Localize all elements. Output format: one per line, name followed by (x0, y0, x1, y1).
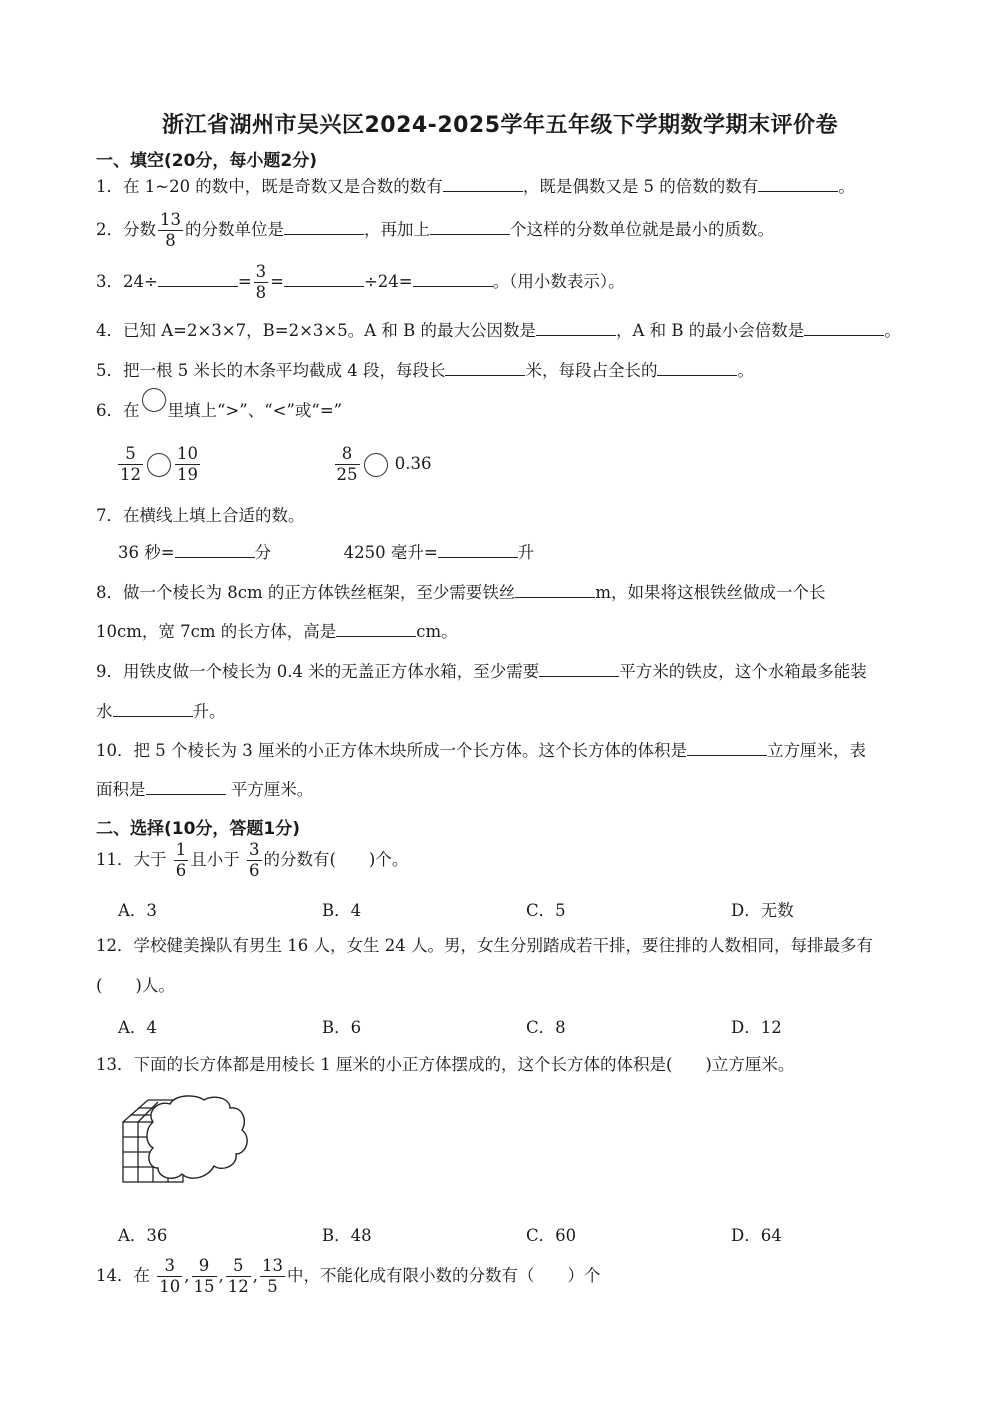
question-10: 10．把 5 个棱长为 3 厘米的小正方体木块所成一个长方体。这个长方体的体积是 立方厘米，表 (96, 741, 866, 760)
question-14: 14．在 $\frac{3}{10}$ , $\frac{9}{15}$ , $\frac{5}{12}$ , $\frac{13}{5}$ 中，不能化成有限小数的分数有（ ）个 (96, 1256, 601, 1296)
answer-blank[interactable] (687, 741, 767, 756)
question-7-items: 36 秒= 分 4250 毫升= 升 (118, 543, 535, 562)
question-12-cont: ( )人。 (96, 976, 175, 995)
option-c[interactable]: C．60 (526, 1226, 577, 1245)
option-b[interactable]: B．4 (322, 901, 362, 920)
option-a[interactable]: A．3 (118, 901, 157, 920)
option-d[interactable]: D．64 (731, 1226, 782, 1245)
fraction: $\frac{1}{6}$ (175, 840, 187, 880)
answer-blank[interactable] (445, 361, 525, 376)
question-10-cont: 面积是 平方厘米。 (96, 780, 314, 799)
fraction: $\frac{8}{25}$ (336, 444, 358, 484)
answer-blank[interactable] (284, 220, 364, 235)
option-a[interactable]: A．4 (118, 1018, 157, 1037)
question-13: 13．下面的长方体都是用棱长 1 厘米的小正方体摆成的，这个长方体的体积是( )立方厘米。 (96, 1055, 795, 1074)
fraction: $\frac{5}{12}$ (120, 444, 141, 484)
fraction: $\frac{13}{8}$ (160, 210, 181, 250)
question-5: 5．把一根 5 米长的木条平均截成 4 段，每段长 米，每段占全长的 。 (96, 361, 754, 380)
option-b[interactable]: B．48 (322, 1226, 372, 1245)
option-c[interactable]: C．8 (526, 1018, 566, 1037)
answer-blank[interactable] (175, 543, 255, 558)
question-6: 6．在 里填上“>”、“<”或“=” (96, 400, 342, 422)
question-8: 8．做一个棱长为 8cm 的正方体铁丝框架，至少需要铁丝 m，如果将这根铁丝做成一个长 (96, 583, 826, 602)
answer-blank[interactable] (515, 583, 595, 598)
answer-blank[interactable] (146, 780, 226, 795)
fraction: $\frac{9}{15}$ (193, 1256, 215, 1296)
answer-blank[interactable] (804, 321, 884, 336)
fraction: $\frac{3}{6}$ (249, 840, 260, 880)
fraction: $\frac{13}{5}$ (262, 1256, 283, 1296)
answer-blank[interactable] (443, 177, 523, 192)
question-12: 12．学校健美操队有男生 16 人，女生 24 人。男，女生分别踏成若干排，要往排的人数相同，每排最多有 (96, 936, 873, 955)
fraction: $\frac{3}{8}$ (255, 262, 267, 302)
question-11: 11．大于 $\frac{1}{6}$ 且小于 $\frac{3}{6}$ 的分数有( )个。 (96, 840, 409, 880)
answer-blank[interactable] (536, 321, 616, 336)
page-title: 浙江省湖州市吴兴区2024-2025学年五年级下学期数学期末评价卷 (161, 113, 839, 138)
option-b[interactable]: B．6 (322, 1018, 362, 1037)
fraction: $\frac{3}{10}$ (159, 1256, 181, 1296)
section-2-heading: 二、选择(10分，答题1分) (96, 819, 301, 839)
answer-blank[interactable] (284, 272, 364, 287)
cuboid-figure (118, 1092, 258, 1188)
section-1-heading: 一、填空(20分，每小题2分) (96, 151, 318, 171)
fraction: $\frac{10}{19}$ (177, 444, 198, 484)
option-c[interactable]: C．5 (526, 901, 566, 920)
answer-blank[interactable] (758, 177, 838, 192)
question-1: 1．在 1~20 的数中，既是奇数又是合数的数有 ，既是偶数又是 5 的倍数的数有 。 (96, 177, 855, 196)
answer-blank[interactable] (413, 272, 493, 287)
question-4: 4．已知 A=2×3×7，B=2×3×5。A 和 B 的最大公因数是 ，A 和 B 的最小会倍数是 。 (96, 321, 901, 340)
question-8-cont: 10cm，宽 7cm 的长方体，高是 cm。 (96, 622, 458, 641)
answer-blank[interactable] (430, 220, 510, 235)
question-9: 9．用铁皮做一个棱长为 0.4 米的无盖正方体水箱，至少需要 平方米的铁皮，这个水箱最多能装 (96, 662, 867, 681)
answer-blank[interactable] (158, 272, 238, 287)
answer-blank[interactable] (539, 662, 619, 677)
question-2: 2．分数 $\frac{13}{8}$ 的分数单位是 ，再加上 个这样的分数单位就是最小的质数。 (96, 210, 774, 250)
option-d[interactable]: D．12 (731, 1018, 782, 1037)
answer-blank[interactable] (113, 702, 193, 717)
answer-blank[interactable] (336, 622, 416, 637)
compare-circle-icon (142, 388, 166, 412)
question-6-compare: $\frac{5}{12}$ $\frac{10}{19}$ $\frac{8}{25}$ 0.36 (120, 444, 432, 484)
answer-blank[interactable] (657, 361, 737, 376)
option-d[interactable]: D．无数 (731, 901, 794, 920)
question-7: 7．在横线上填上合适的数。 (96, 506, 305, 525)
compare-circle-icon[interactable] (147, 453, 171, 477)
option-a[interactable]: A．36 (118, 1226, 168, 1245)
question-3: 3．24÷ = $\frac{3}{8}$ = ÷24= 。（用小数表示）。 (96, 262, 625, 302)
fraction: $\frac{5}{12}$ (227, 1256, 249, 1296)
answer-blank[interactable] (438, 543, 518, 558)
question-9-cont: 水 升。 (96, 702, 226, 721)
compare-circle-icon[interactable] (364, 453, 388, 477)
